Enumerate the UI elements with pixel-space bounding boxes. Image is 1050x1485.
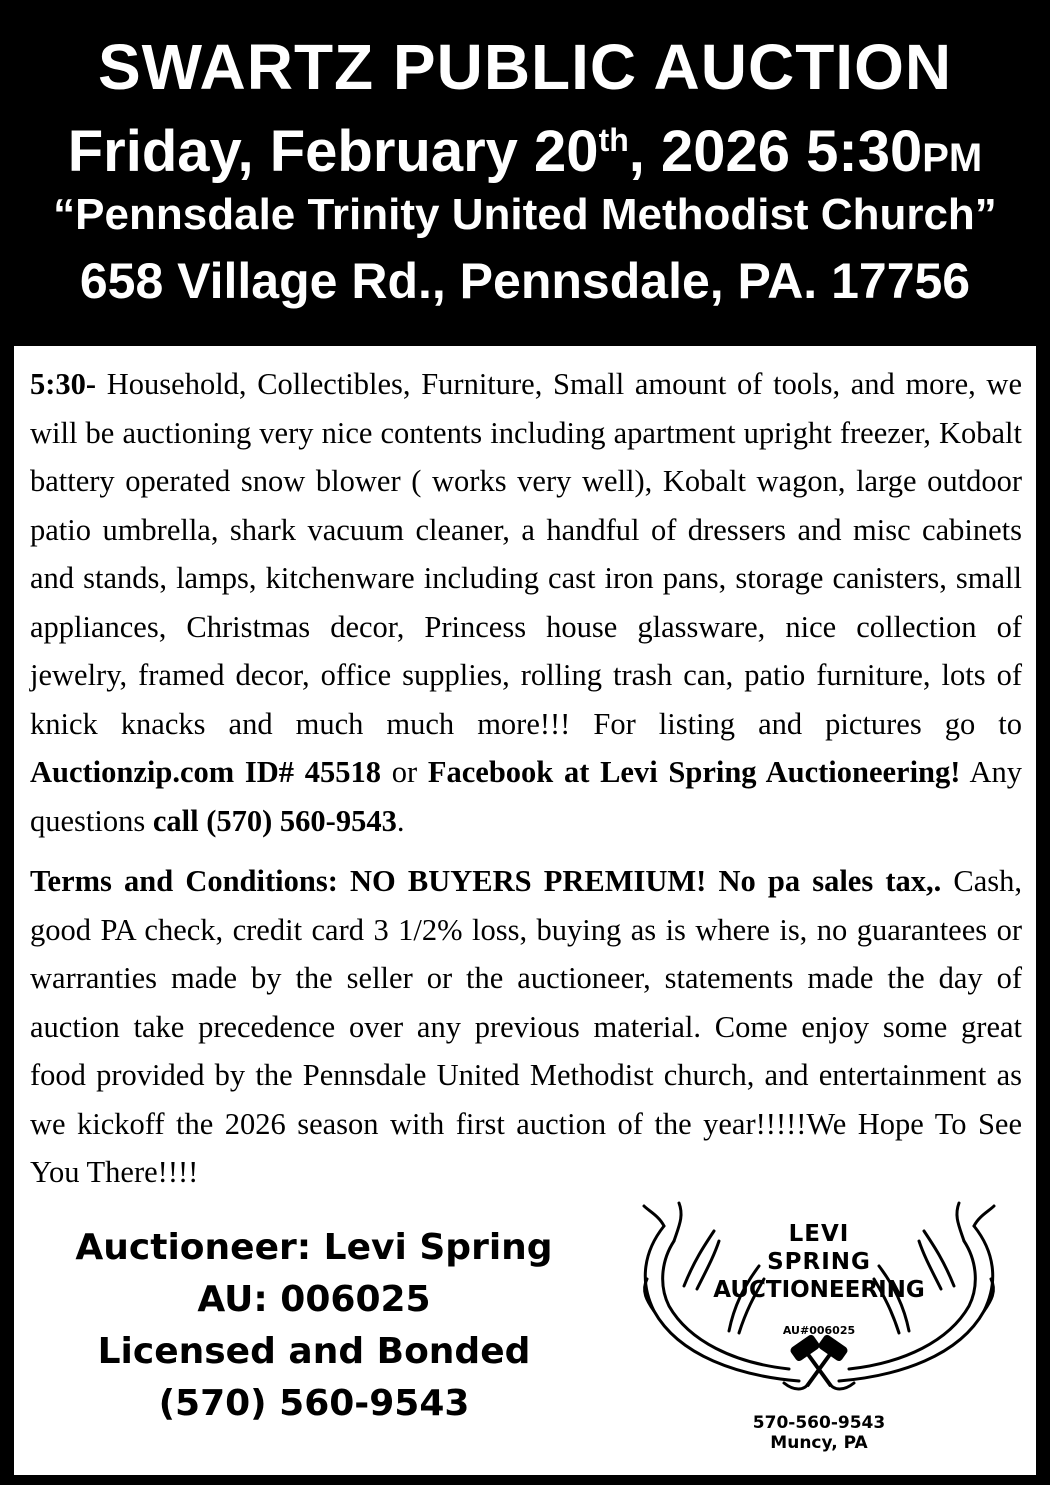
licensed-bonded: Licensed and Bonded (97, 1331, 531, 1372)
logo-city: Muncy, PA (770, 1433, 868, 1453)
period: . (396, 803, 405, 838)
items-text: Household, Collectibles, Furniture, Small amount of tools, and more, we will be auctioning very nice contents including apartment upright freezer, Kobalt battery operated snow blower ( works very well), Kobalt wagon, large outdoor patio umbrella, shark vacuum cleaner, a handful of dressers and misc cabinets and stands, lamps, kitchenware including cast iron pans, storage canisters, small appliances, Christmas decor, Princess house glassware, nice collection of jewelry, framed decor, office supplies, rolling trash can, patio furniture, lots of knick knacks and much much more!!! For listing and pictures go to (30, 367, 1022, 741)
start-time: 5:30- (30, 367, 97, 401)
auctioneering-logo (619, 1191, 1019, 1466)
license-number: AU: 006025 (197, 1279, 431, 1320)
auctioneer-name: Auctioneer: Levi Spring (75, 1227, 553, 1268)
items-paragraph (30, 360, 1022, 845)
connector-text: or (381, 755, 428, 789)
content-panel (14, 346, 1036, 1475)
facebook-reference: Facebook at Levi Spring Auctioneering! (427, 755, 961, 789)
auctioneer-contact (34, 1222, 594, 1430)
logo-name-business: AUCTIONEERING (713, 1277, 925, 1303)
contact-phone: (570) 560-9543 (158, 1383, 470, 1424)
call-phone: call (570) 560-9543 (152, 803, 397, 838)
logo-name-first: LEVI (788, 1221, 850, 1247)
auction-title: SWARTZ PUBLIC AUCTION (97, 31, 953, 103)
date-main: Friday, February 20 (67, 119, 599, 184)
terms-heading: Terms and Conditions: NO BUYERS PREMIUM! No pa sales tax,. (30, 864, 942, 898)
date-rest: , 2026 5:30 (628, 119, 923, 184)
logo-phone: 570-560-9543 (752, 1413, 886, 1433)
auctionzip-reference: Auctionzip.com ID# 45518 (30, 755, 381, 789)
logo-name-last: SPRING (767, 1249, 871, 1275)
terms-text: Cash, good PA check, credit card 3 1/2% loss, buying as is where is, no guarantees or warranties made by the seller or the auctioneer, statements made the day of auction take precedence over any previous material. Come enjoy some great food provided by the Pennsdale United Methodist church, and entertainment as we kickoff the 2026 season with first auction of the year!!!!!We Hope To See You There!!!! (30, 864, 1022, 1189)
logo-license: AU#006025 (782, 1324, 856, 1337)
venue-name: “Pennsdale Trinity United Methodist Church” (53, 190, 997, 239)
header-banner (0, 0, 1050, 345)
auction-date (0, 118, 1050, 185)
auction-description (30, 360, 1022, 1197)
venue-address: 658 Village Rd., Pennsdale, PA. 17756 (79, 253, 971, 309)
date-suffix: th (598, 122, 629, 158)
terms-paragraph (30, 857, 1022, 1197)
questions-text: Any questions (30, 755, 1023, 838)
date-pm: PM (922, 136, 983, 180)
